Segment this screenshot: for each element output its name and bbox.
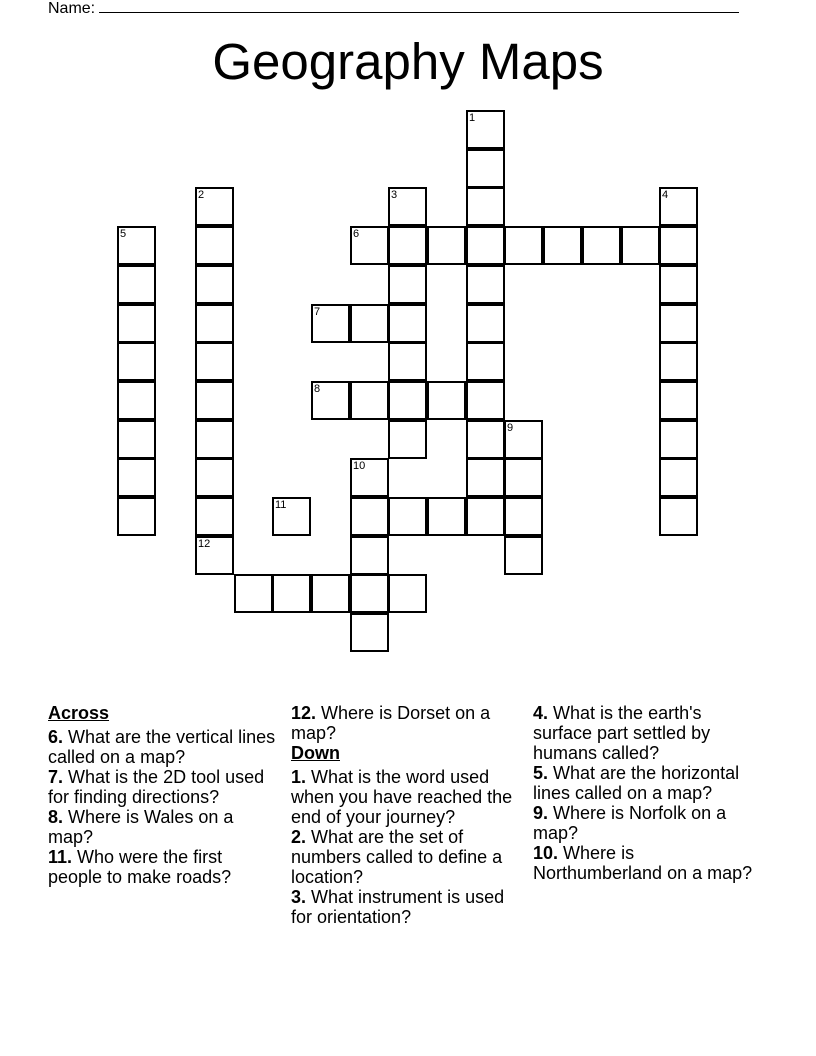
crossword-cell[interactable]	[504, 458, 543, 497]
crossword-cell[interactable]	[311, 381, 350, 420]
clue-down-3: 3. What instrument is used for orientation?	[291, 887, 505, 927]
crossword-cell[interactable]	[466, 420, 505, 459]
crossword-cell[interactable]	[659, 187, 698, 226]
crossword-cell[interactable]	[350, 304, 389, 343]
crossword-cell[interactable]	[466, 304, 505, 343]
crossword-cell[interactable]	[659, 304, 698, 343]
clue-number: 12	[198, 538, 211, 550]
crossword-cell[interactable]	[195, 304, 234, 343]
crossword-cell[interactable]	[195, 342, 234, 381]
crossword-cell[interactable]	[117, 265, 156, 304]
crossword-cell[interactable]	[117, 342, 156, 381]
crossword-cell[interactable]	[388, 226, 427, 265]
page-title: Geography Maps	[212, 33, 604, 90]
clues-column-3	[533, 703, 765, 883]
clue-across-8: 8. Where is Wales on a map?	[48, 807, 234, 847]
crossword-cell[interactable]	[659, 265, 698, 304]
crossword-cell[interactable]	[117, 381, 156, 420]
crossword-cell[interactable]	[427, 381, 466, 420]
crossword-cell[interactable]	[466, 497, 505, 536]
crossword-cell[interactable]	[466, 265, 505, 304]
crossword-cell[interactable]	[117, 226, 156, 265]
down-heading: Down	[291, 743, 340, 763]
clue-number: 5	[120, 228, 127, 240]
crossword-cell[interactable]	[504, 420, 543, 459]
clue-down-4: 4. What is the earth's surface part settled by humans called?	[533, 703, 711, 763]
clue-down-2: 2. What are the set of numbers called to define a location?	[291, 827, 503, 887]
crossword-cell[interactable]	[117, 458, 156, 497]
clue-number: 7	[314, 306, 321, 318]
crossword-cell[interactable]	[117, 497, 156, 536]
crossword-cell[interactable]	[388, 381, 427, 420]
crossword-cell[interactable]	[350, 458, 389, 497]
clue-across-6: 6. What are the vertical lines called on a map?	[48, 727, 276, 767]
clues-column-2	[291, 703, 523, 927]
crossword-cell[interactable]	[388, 342, 427, 381]
clue-down-5: 5. What are the horizontal lines called on a map?	[533, 763, 740, 803]
clue-number: 4	[662, 189, 669, 201]
crossword-cell[interactable]	[466, 381, 505, 420]
crossword-cell[interactable]	[388, 265, 427, 304]
clue-number: 3	[391, 189, 398, 201]
crossword-cell[interactable]	[272, 497, 311, 536]
crossword-cell[interactable]	[350, 381, 389, 420]
clue-number: 8	[314, 383, 321, 395]
crossword-cell[interactable]	[234, 574, 273, 613]
crossword-cell[interactable]	[466, 149, 505, 188]
clue-number: 9	[507, 422, 514, 434]
clue-down-10: 10. Where is Northumberland on a map?	[533, 843, 753, 883]
clue-down-1: 1. What is the word used when you have reached the end of your journey?	[291, 767, 513, 827]
crossword-cell[interactable]	[350, 226, 389, 265]
crossword-cell[interactable]	[350, 536, 389, 575]
crossword-cell[interactable]	[659, 497, 698, 536]
crossword-cell[interactable]	[659, 420, 698, 459]
crossword-cell[interactable]	[582, 226, 621, 265]
clue-down-9: 9. Where is Norfolk on a map?	[533, 803, 727, 843]
crossword-cell[interactable]	[350, 613, 389, 652]
clue-number: 6	[353, 228, 360, 240]
crossword-cell[interactable]	[117, 304, 156, 343]
clue-number: 11	[275, 499, 287, 511]
crossword-cell[interactable]	[466, 110, 505, 149]
crossword-cell[interactable]	[427, 226, 466, 265]
crossword-cell[interactable]	[272, 574, 311, 613]
crossword-cell[interactable]	[195, 187, 234, 226]
crossword-cell[interactable]	[195, 420, 234, 459]
crossword-cell[interactable]	[466, 458, 505, 497]
crossword-cell[interactable]	[195, 381, 234, 420]
crossword-cell[interactable]	[388, 187, 427, 226]
clues-column-1	[48, 703, 280, 887]
crossword-cell[interactable]	[350, 574, 389, 613]
crossword-cell[interactable]	[388, 420, 427, 459]
across-heading: Across	[48, 703, 110, 723]
crossword-cell[interactable]	[659, 226, 698, 265]
crossword-cell[interactable]	[311, 574, 350, 613]
clue-across-7: 7. What is the 2D tool used for finding directions?	[48, 767, 265, 807]
crossword-cell[interactable]	[117, 420, 156, 459]
crossword-cell[interactable]	[504, 497, 543, 536]
crossword-cell[interactable]	[466, 342, 505, 381]
crossword-cell[interactable]	[388, 574, 427, 613]
name-label: Name:	[48, 0, 96, 17]
crossword-cell[interactable]	[388, 304, 427, 343]
crossword-cell[interactable]	[466, 187, 505, 226]
crossword-cell[interactable]	[504, 226, 543, 265]
crossword-cell[interactable]	[195, 226, 234, 265]
clue-number: 1	[469, 112, 476, 124]
crossword-cell[interactable]	[659, 381, 698, 420]
crossword-cell[interactable]	[427, 497, 466, 536]
crossword-cell[interactable]	[466, 226, 505, 265]
crossword-cell[interactable]	[504, 536, 543, 575]
crossword-cell[interactable]	[543, 226, 582, 265]
crossword-cell[interactable]	[195, 458, 234, 497]
clue-number: 2	[198, 189, 205, 201]
clue-across-12: 12. Where is Dorset on a map?	[291, 703, 491, 743]
clue-number: 10	[353, 460, 366, 472]
crossword-cell[interactable]	[195, 497, 234, 536]
crossword-cell[interactable]	[621, 226, 660, 265]
crossword-cell[interactable]	[659, 458, 698, 497]
clue-across-11: 11. Who were the first people to make roads?	[48, 847, 232, 887]
crossword-cell[interactable]	[350, 497, 389, 536]
crossword-cell[interactable]	[659, 342, 698, 381]
crossword-cell[interactable]	[195, 536, 234, 575]
crossword-cell[interactable]	[311, 304, 350, 343]
crossword-cell[interactable]	[388, 497, 427, 536]
crossword-cell[interactable]	[195, 265, 234, 304]
